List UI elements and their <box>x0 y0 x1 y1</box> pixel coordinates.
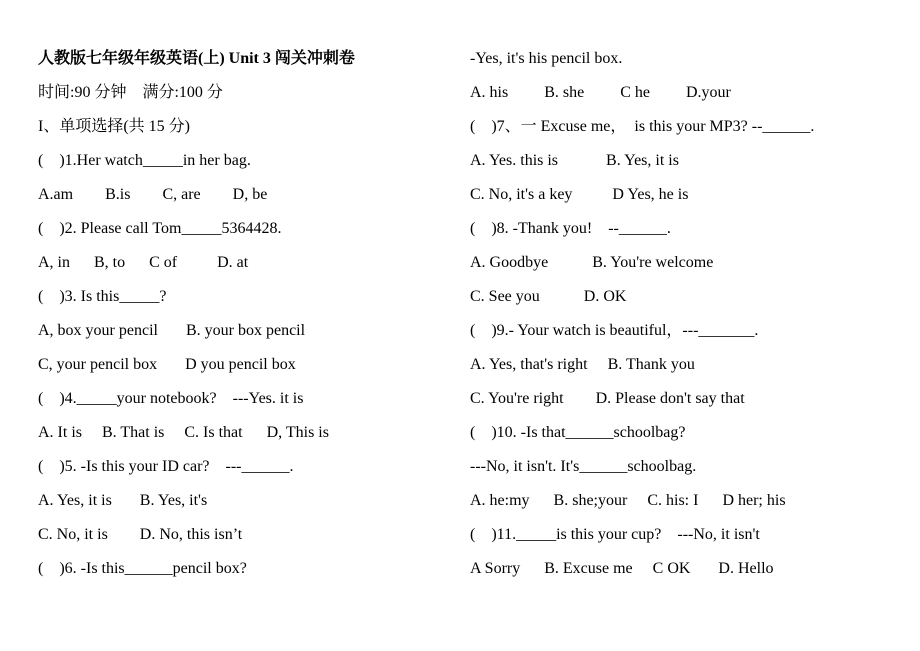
question-8-options-ab: A. Goodbye B. You're welcome <box>470 254 714 271</box>
question-10: ( )10. -Is that______schoolbag? <box>470 424 686 441</box>
question-7-options-cd: C. No, it's a key D Yes, he is <box>470 186 689 203</box>
question-2-options: A, in B, to C of D. at <box>38 254 249 271</box>
question-5-options-cd: C. No, it is D. No, this isn’t <box>38 526 243 543</box>
question-3-options-ab: A, box your pencil B. your box pencil <box>38 322 306 339</box>
question-6-continuation: -Yes, it's his pencil box. <box>470 50 623 67</box>
question-4-options: A. It is B. That is C. Is that D, This is <box>38 424 329 441</box>
question-3: ( )3. Is this_____? <box>38 288 167 305</box>
question-7: ( )7、一 Excuse me， is this your MP3? --______. <box>470 118 815 135</box>
question-10-continuation: ---No, it isn't. It's______schoolbag. <box>470 458 697 475</box>
question-9-options-ab: A. Yes, that's right B. Thank you <box>470 356 695 373</box>
left-column <box>38 42 463 586</box>
question-11: ( )11._____is this your cup? ---No, it isn't <box>470 526 760 543</box>
question-3-options-cd: C, your pencil box D you pencil box <box>38 356 296 373</box>
question-8: ( )8. -Thank you! --______. <box>470 220 671 237</box>
question-5: ( )5. -Is this your ID car? ---______. <box>38 458 294 475</box>
question-6-options: A. his B. she C he D.your <box>470 84 731 101</box>
question-6: ( )6. -Is this______pencil box? <box>38 560 247 577</box>
question-9: ( )9.- Your watch is beautiful，---_______. <box>470 322 759 339</box>
question-9-options-cd: C. You're right D. Please don't say that <box>470 390 745 407</box>
question-10-options: A. he:my B. she;your C. his: I D her; his <box>470 492 786 509</box>
question-11-options: A Sorry B. Excuse me C OK D. Hello <box>470 560 774 577</box>
question-2: ( )2. Please call Tom_____5364428. <box>38 220 282 237</box>
exam-meta-line: 时间:90 分钟 满分:100 分 <box>38 84 223 101</box>
right-column <box>470 42 910 586</box>
question-8-options-cd: C. See you D. OK <box>470 288 627 305</box>
document-title: 人教版七年级年级英语(上) Unit 3 闯关冲刺卷 <box>38 50 355 67</box>
question-1: ( )1.Her watch_____in her bag. <box>38 152 251 169</box>
section-heading: I、单项选择(共 15 分) <box>38 118 190 135</box>
question-1-options: A.am B.is C, are D, be <box>38 186 268 203</box>
question-7-options-ab: A. Yes. this is B. Yes, it is <box>470 152 679 169</box>
question-5-options-ab: A. Yes, it is B. Yes, it's <box>38 492 208 509</box>
question-4: ( )4._____your notebook? ---Yes. it is <box>38 390 304 407</box>
